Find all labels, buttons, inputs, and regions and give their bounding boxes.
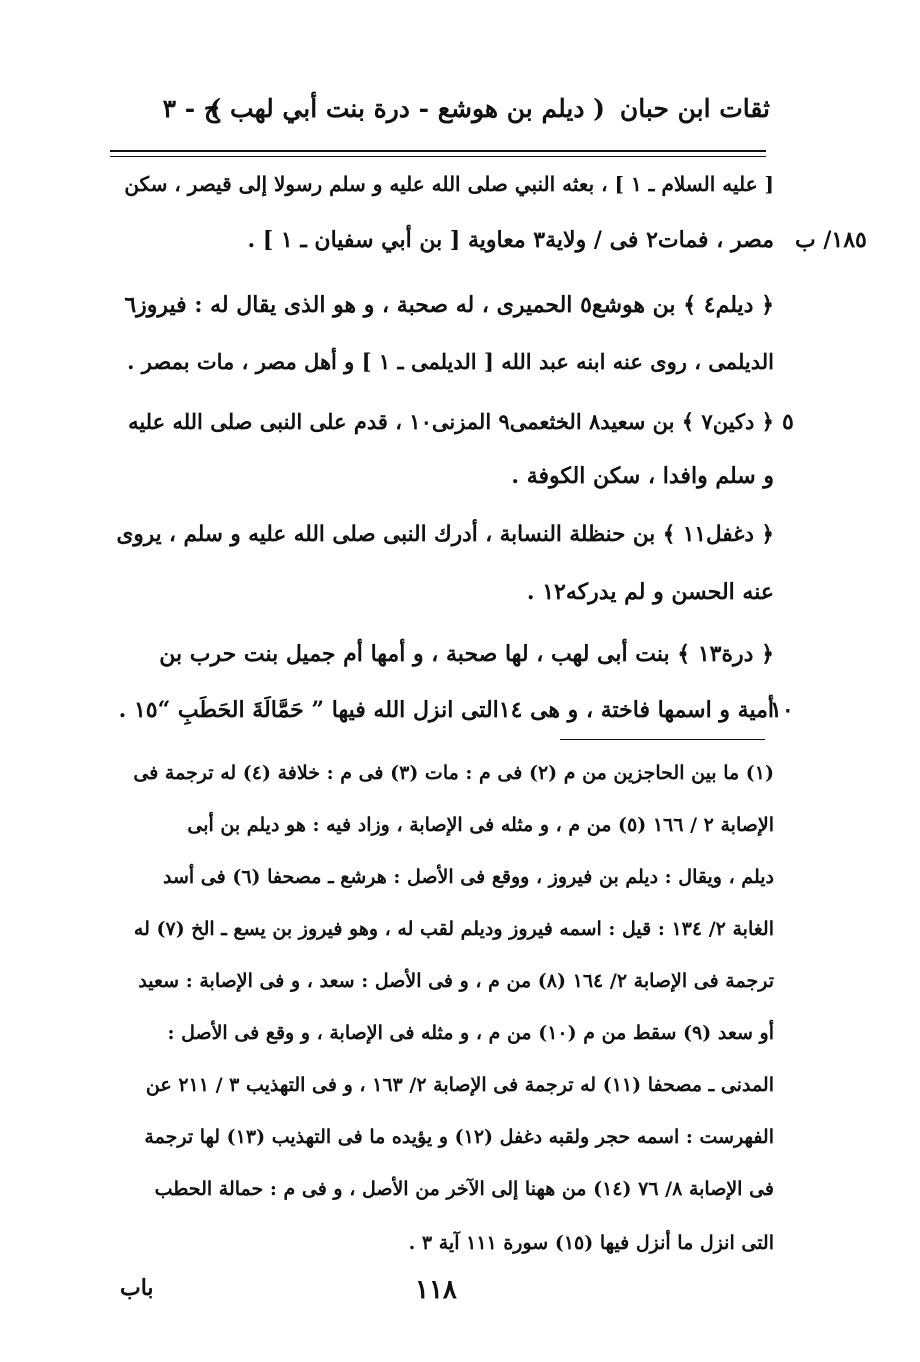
entry-daghfal-line: ﴿ دغفل١١ ﴾ بن حنظلة النسابة ، أدرك النبى صلى الله عليه و سلم ، يروى [116, 522, 774, 547]
text-line: عنه الحسن و لم يدركه١٢ . [526, 579, 774, 605]
footnote-line: الإصابة ٢ / ١٦٦ (٥) من م ، و مثله فى الإصابة ، وزاد فيه : هو ديلم بن أبى [187, 814, 774, 836]
margin-folio-number: ١٨٥/ ب [795, 227, 867, 253]
page-number: ١١٨ [415, 1275, 457, 1305]
footnote-separator [560, 739, 765, 740]
footnote-line: أو سعد (٩) سقط من م (١٠) من م ، و مثله فى الإصابة ، و وقع فى الأصل : [167, 1022, 774, 1044]
entry-dukayn-line: ﴿ دكين٧ ﴾ بن سعيد٨ الخثعمى٩ المزنى١٠ ، قدم على النبى صلى الله عليه [128, 409, 774, 434]
footnote-line: (١) ما بين الحاجزين من م (٢) فى م : مات (٣) فى م : خلافة (٤) له ترجمة فى [133, 762, 774, 784]
catchword: باب [120, 1275, 154, 1301]
header-rule [110, 150, 766, 152]
footnote-line: المدنى ـ مصحفا (١١) له ترجمة فى الإصابة ٢/ ١٦٣ ، و فى التهذيب ٣ / ٢١١ عن [145, 1074, 774, 1096]
footnote-line: فى الإصابة ٨/ ٧٦ (١٤) من ههنا إلى الآخر من الأصل ، و فى م : حمالة الحطب [154, 1178, 774, 1200]
footnote-line: الفهرست : اسمه حجر ولقبه دغفل (١٢) و يؤيده ما فى التهذيب (١٣) لها ترجمة [144, 1126, 774, 1148]
entry-daylam-line: ﴿ ديلم٤ ﴾ بن هوشع٥ الحميرى ، له صحبة ، و هو الذى يقال له : فيروز٦ [124, 292, 774, 318]
running-header-range: ( ديلم بن هوشع - درة بنت أبي لهب ) [209, 94, 605, 123]
running-header-volume: ج - ٣ [162, 94, 220, 123]
entry-durrah-line: ﴿ درة١٣ ﴾ بنت أبى لهب ، لها صحبة ، و أمها أم جميل بنت حرب بن [159, 641, 774, 667]
header-rule-thin [110, 156, 766, 157]
margin-line-number-5: ٥ [782, 409, 794, 435]
margin-line-number-10: ١٠ [770, 697, 794, 723]
text-line: مصر ، فمات٢ فى / ولاية٣ معاوية [ بن أبي سفيان ـ ١ ] . [247, 227, 774, 253]
text-line: و سلم وافدا ، سكن الكوفة . [511, 463, 774, 489]
text-line: الديلمى ، روى عنه ابنه عبد الله [ الديلمى ـ ١ ] و أهل مصر ، مات بمصر . [127, 349, 774, 374]
footnote-line: التى انزل ما أنزل فيها (١٥) سورة ١١١ آية ٣ . [408, 1232, 774, 1254]
text-line: أمية و اسمها فاختة ، و هى ١٤التى انزل الله فيها ” حَمَّالَةَ الحَطَبِ “١٥ . [118, 697, 774, 723]
footnote-line: الغابة ٢/ ١٣٤ : قيل : اسمه فيروز وديلم لقب له ، وهو فيروز بن يسع ـ الخ (٧) له [133, 918, 774, 940]
running-header-title: ثقات ابن حبان [619, 94, 770, 123]
footnote-line: ديلم ، ويقال : ديلم بن فيروز ، ووقع فى الأصل : هرشع ـ مصحفا (٦) فى أسد [163, 866, 774, 888]
footnote-line: ترجمة فى الإصابة ٢/ ١٦٤ (٨) من م ، و فى الأصل : سعد ، و فى الإصابة : سعيد [138, 970, 774, 992]
text-line: [ عليه السلام ـ ١ ] ، بعثه النبي صلى الله عليه و سلم رسولا إلى قيصر ، سكن [124, 172, 774, 196]
